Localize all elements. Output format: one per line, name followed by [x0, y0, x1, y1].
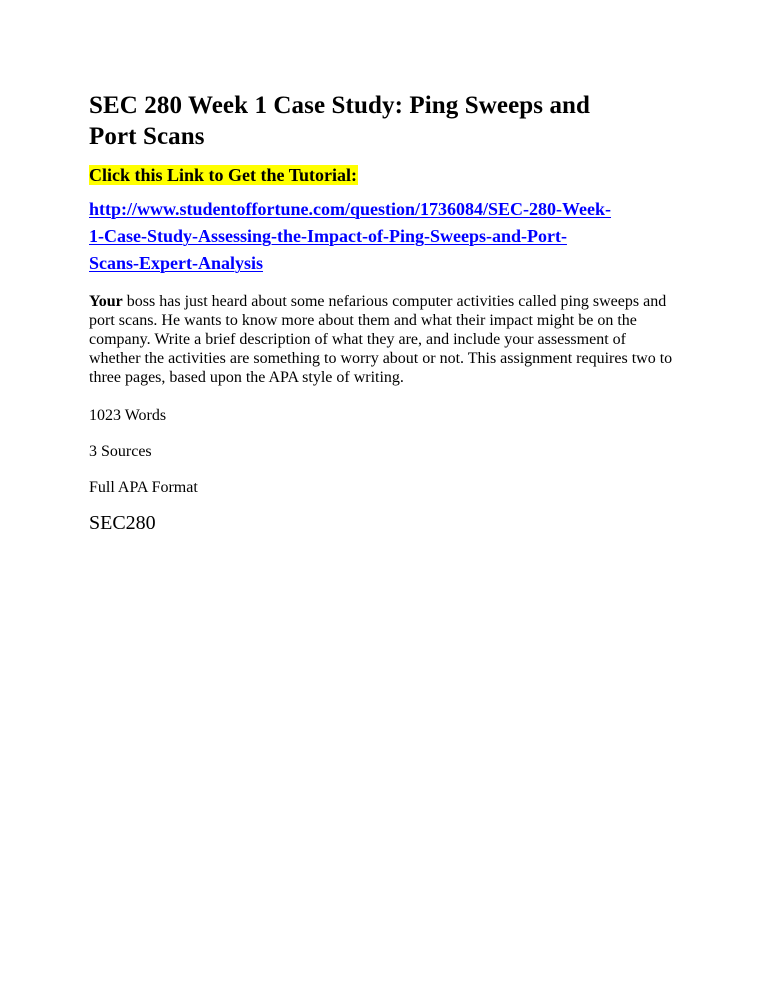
- assignment-lead-word: Your: [89, 293, 123, 310]
- sources-count: 3 Sources: [89, 443, 152, 460]
- tutorial-link-block[interactable]: [89, 196, 679, 277]
- title-line-1: SEC 280 Week 1 Case Study: Ping Sweeps and: [89, 92, 591, 119]
- format-requirement: Full APA Format: [89, 479, 198, 496]
- document-content: [89, 90, 689, 535]
- course-code: SEC280: [89, 512, 156, 534]
- assignment-description: [89, 292, 681, 387]
- tutorial-prompt-row: [89, 164, 689, 186]
- document-title: [89, 90, 689, 152]
- tutorial-link-line-2[interactable]: 1-Case-Study-Assessing-the-Impact-of-Ping-Sweeps-and-Port-: [89, 226, 567, 246]
- tutorial-link-line-3[interactable]: Scans-Expert-Analysis: [89, 253, 264, 273]
- tutorial-prompt: Click this Link to Get the Tutorial:: [89, 165, 358, 185]
- assignment-text: boss has just heard about some nefarious computer activities called ping sweeps and port scans. He wants to know more about them and what their impact might be on the company. Write a brief description of what they are, and include your assessment of whether the activities are something to worry about or not. This assignment requires two to three pages, based upon the APA style of writing.: [89, 293, 673, 386]
- word-count: 1023 Words: [89, 407, 167, 424]
- title-line-2: Port Scans: [89, 123, 205, 150]
- tutorial-link-line-1[interactable]: http://www.studentoffortune.com/question/1736084/SEC-280-Week-: [89, 199, 612, 219]
